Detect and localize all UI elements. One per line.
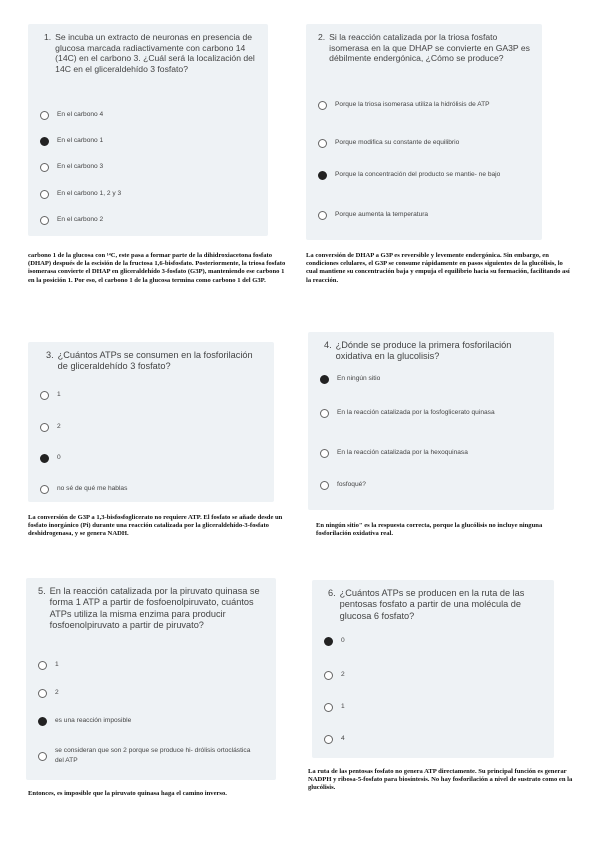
answer-option[interactable]: En el carbono 2: [40, 215, 260, 225]
question-card-4: [308, 332, 554, 510]
radio-button[interactable]: [40, 485, 49, 494]
radio-button[interactable]: [40, 216, 49, 225]
answer-option-selected[interactable]: En el carbono 1: [40, 136, 260, 146]
answer-option[interactable]: En la reacción catalizada por la fosfoglicerato quinasa: [320, 408, 546, 418]
answer-option[interactable]: 1: [40, 390, 266, 400]
answer-option-selected[interactable]: Porque la concentración del producto se mantie- ne bajo: [318, 170, 534, 180]
question-number: 4.: [324, 340, 332, 350]
question-number: 5.: [38, 586, 46, 596]
answer-option[interactable]: 4: [324, 734, 546, 744]
radio-button[interactable]: [40, 111, 49, 120]
radio-button-checked[interactable]: [318, 171, 327, 180]
radio-button[interactable]: [318, 139, 327, 148]
explanation-text: Entonces, es imposible que la piruvato quinasa haga el camino inverso.: [28, 790, 227, 797]
radio-button-checked[interactable]: [324, 637, 333, 646]
radio-button-checked[interactable]: [40, 454, 49, 463]
explanation-text: La conversión de G3P a 1,3-bisfosfoglicerato no requiere ATP. El fosfato se añade desde un fosfato inorgánico (Pi) durante una reacción catalizada por la gliceraldehído-3-fosfato deshidrogenasa, y se genera NADH.: [28, 514, 283, 538]
question-number: 2.: [318, 32, 326, 42]
question-card-5: [26, 578, 276, 780]
radio-button[interactable]: [324, 735, 333, 744]
explanation-text: En ningún sitio" es la respuesta correcta, porque la glucólisis no incluye ninguna fosforilación oxidativa real.: [316, 522, 543, 538]
radio-button[interactable]: [38, 752, 47, 761]
radio-button[interactable]: [38, 661, 47, 670]
radio-button[interactable]: [40, 391, 49, 400]
answer-option[interactable]: 2: [324, 670, 546, 680]
answer-option[interactable]: 1: [324, 702, 546, 712]
radio-button[interactable]: [324, 703, 333, 712]
answer-option[interactable]: Porque modifica su constante de equilibrio: [318, 138, 534, 148]
answer-option-selected[interactable]: es una reacción imposible: [38, 716, 268, 726]
answer-option[interactable]: 2: [38, 688, 268, 698]
answer-option[interactable]: Porque la triosa isomerasa utiliza la hidrólisis de ATP: [318, 100, 534, 110]
answer-option[interactable]: En el carbono 4: [40, 110, 260, 120]
answer-option[interactable]: se consideran que son 2 porque se produce hi- drólisis ortoclástica del ATP: [38, 746, 268, 766]
question-card-3: [28, 342, 274, 502]
answer-option[interactable]: 1: [38, 660, 268, 670]
answer-option[interactable]: En el carbono 1, 2 y 3: [40, 189, 260, 199]
question-text: 4. ¿Dónde se produce la primera fosforilación oxidativa en la glucolisis?: [324, 340, 512, 362]
answer-option-selected[interactable]: 0: [40, 453, 266, 463]
radio-button[interactable]: [320, 409, 329, 418]
question-number: 3.: [46, 350, 54, 360]
answer-option[interactable]: En el carbono 3: [40, 162, 260, 172]
answer-option-selected[interactable]: En ningún sitio: [320, 374, 546, 384]
explanation-text: La conversión de DHAP a G3P es reversible y levemente endergónica. Sin embargo, en condiciones celulares, el G3P se consume rápidamente en pasos siguientes de la glucólisis, lo cual mantiene su concentración baja y empuja el equilibrio hacia su formación, facilitando así la reacción.: [306, 252, 570, 284]
question-text: 5. En la reacción catalizada por la piruvato quinasa se forma 1 ATP a partir de fosfoenolpiruvato, cuántos ATPs utiliza la misma enzima para producir fosfoenolpiruvato a partir de piruvato?: [38, 586, 260, 631]
answer-option-selected[interactable]: 0: [324, 636, 546, 646]
radio-button[interactable]: [38, 689, 47, 698]
radio-button[interactable]: [40, 163, 49, 172]
question-card-6: [312, 580, 554, 758]
answer-option[interactable]: no sé de qué me hablas: [40, 484, 266, 494]
question-number: 1.: [44, 32, 52, 42]
answer-option[interactable]: 2: [40, 422, 266, 432]
question-text: 1. Se incuba un extracto de neuronas en presencia de glucosa marcada radiactivamente con carbono 14 (14C) en el carbono 3. ¿Cuál será la localización del 14C en el gliceraldehído 3 fosfato?: [44, 32, 255, 74]
question-text: 2. Si la reacción catalizada por la triosa fosfato isomerasa en la que DHAP se convierte en GA3P es débilmente endergónica, ¿Cómo se produce?: [318, 32, 530, 64]
explanation-text: La ruta de las pentosas fosfato no genera ATP directamente. Su principal función es generar NADPH y ribosa-5-fosfato para biosíntesis. No hay fosforilación a nivel de sustrato como en la glucólisis.: [308, 768, 573, 792]
radio-button[interactable]: [318, 211, 327, 220]
radio-button[interactable]: [40, 423, 49, 432]
question-card-1: [28, 24, 268, 236]
question-text: 6. ¿Cuántos ATPs se producen en la ruta de las pentosas fosfato a partir de una molécula de glucosa 6 fosfato?: [328, 588, 525, 621]
answer-option[interactable]: En la reacción catalizada por la hexoquinasa: [320, 448, 546, 458]
radio-button-checked[interactable]: [40, 137, 49, 146]
radio-button[interactable]: [320, 449, 329, 458]
answer-option[interactable]: Porque aumenta la temperatura: [318, 210, 534, 220]
radio-button-checked[interactable]: [38, 717, 47, 726]
explanation-text: carbono 1 de la glucosa con ¹⁴C, este pasa a formar parte de la dihidroxiacetona fosfato (DHAP) después de la escisión de la fructosa 1,6-bisfosfato. Posteriormente, la triosa fosfato isomerasa convierte el DHAP en gliceraldehído 3-fosfato (G3P), manteniendo ese carbono 1 en la posición 1. Por eso, el carbono 1 de la glucosa termina como carbono 1 del G3P.: [28, 252, 286, 284]
radio-button[interactable]: [318, 101, 327, 110]
radio-button-checked[interactable]: [320, 375, 329, 384]
answer-option[interactable]: fosfoqué?: [320, 480, 546, 490]
radio-button[interactable]: [40, 190, 49, 199]
radio-button[interactable]: [320, 481, 329, 490]
question-number: 6.: [328, 588, 336, 598]
radio-button[interactable]: [324, 671, 333, 680]
question-text: 3. ¿Cuántos ATPs se consumen en la fosforilación de gliceraldehído 3 fosfato?: [46, 350, 253, 372]
question-card-2: [306, 24, 542, 240]
